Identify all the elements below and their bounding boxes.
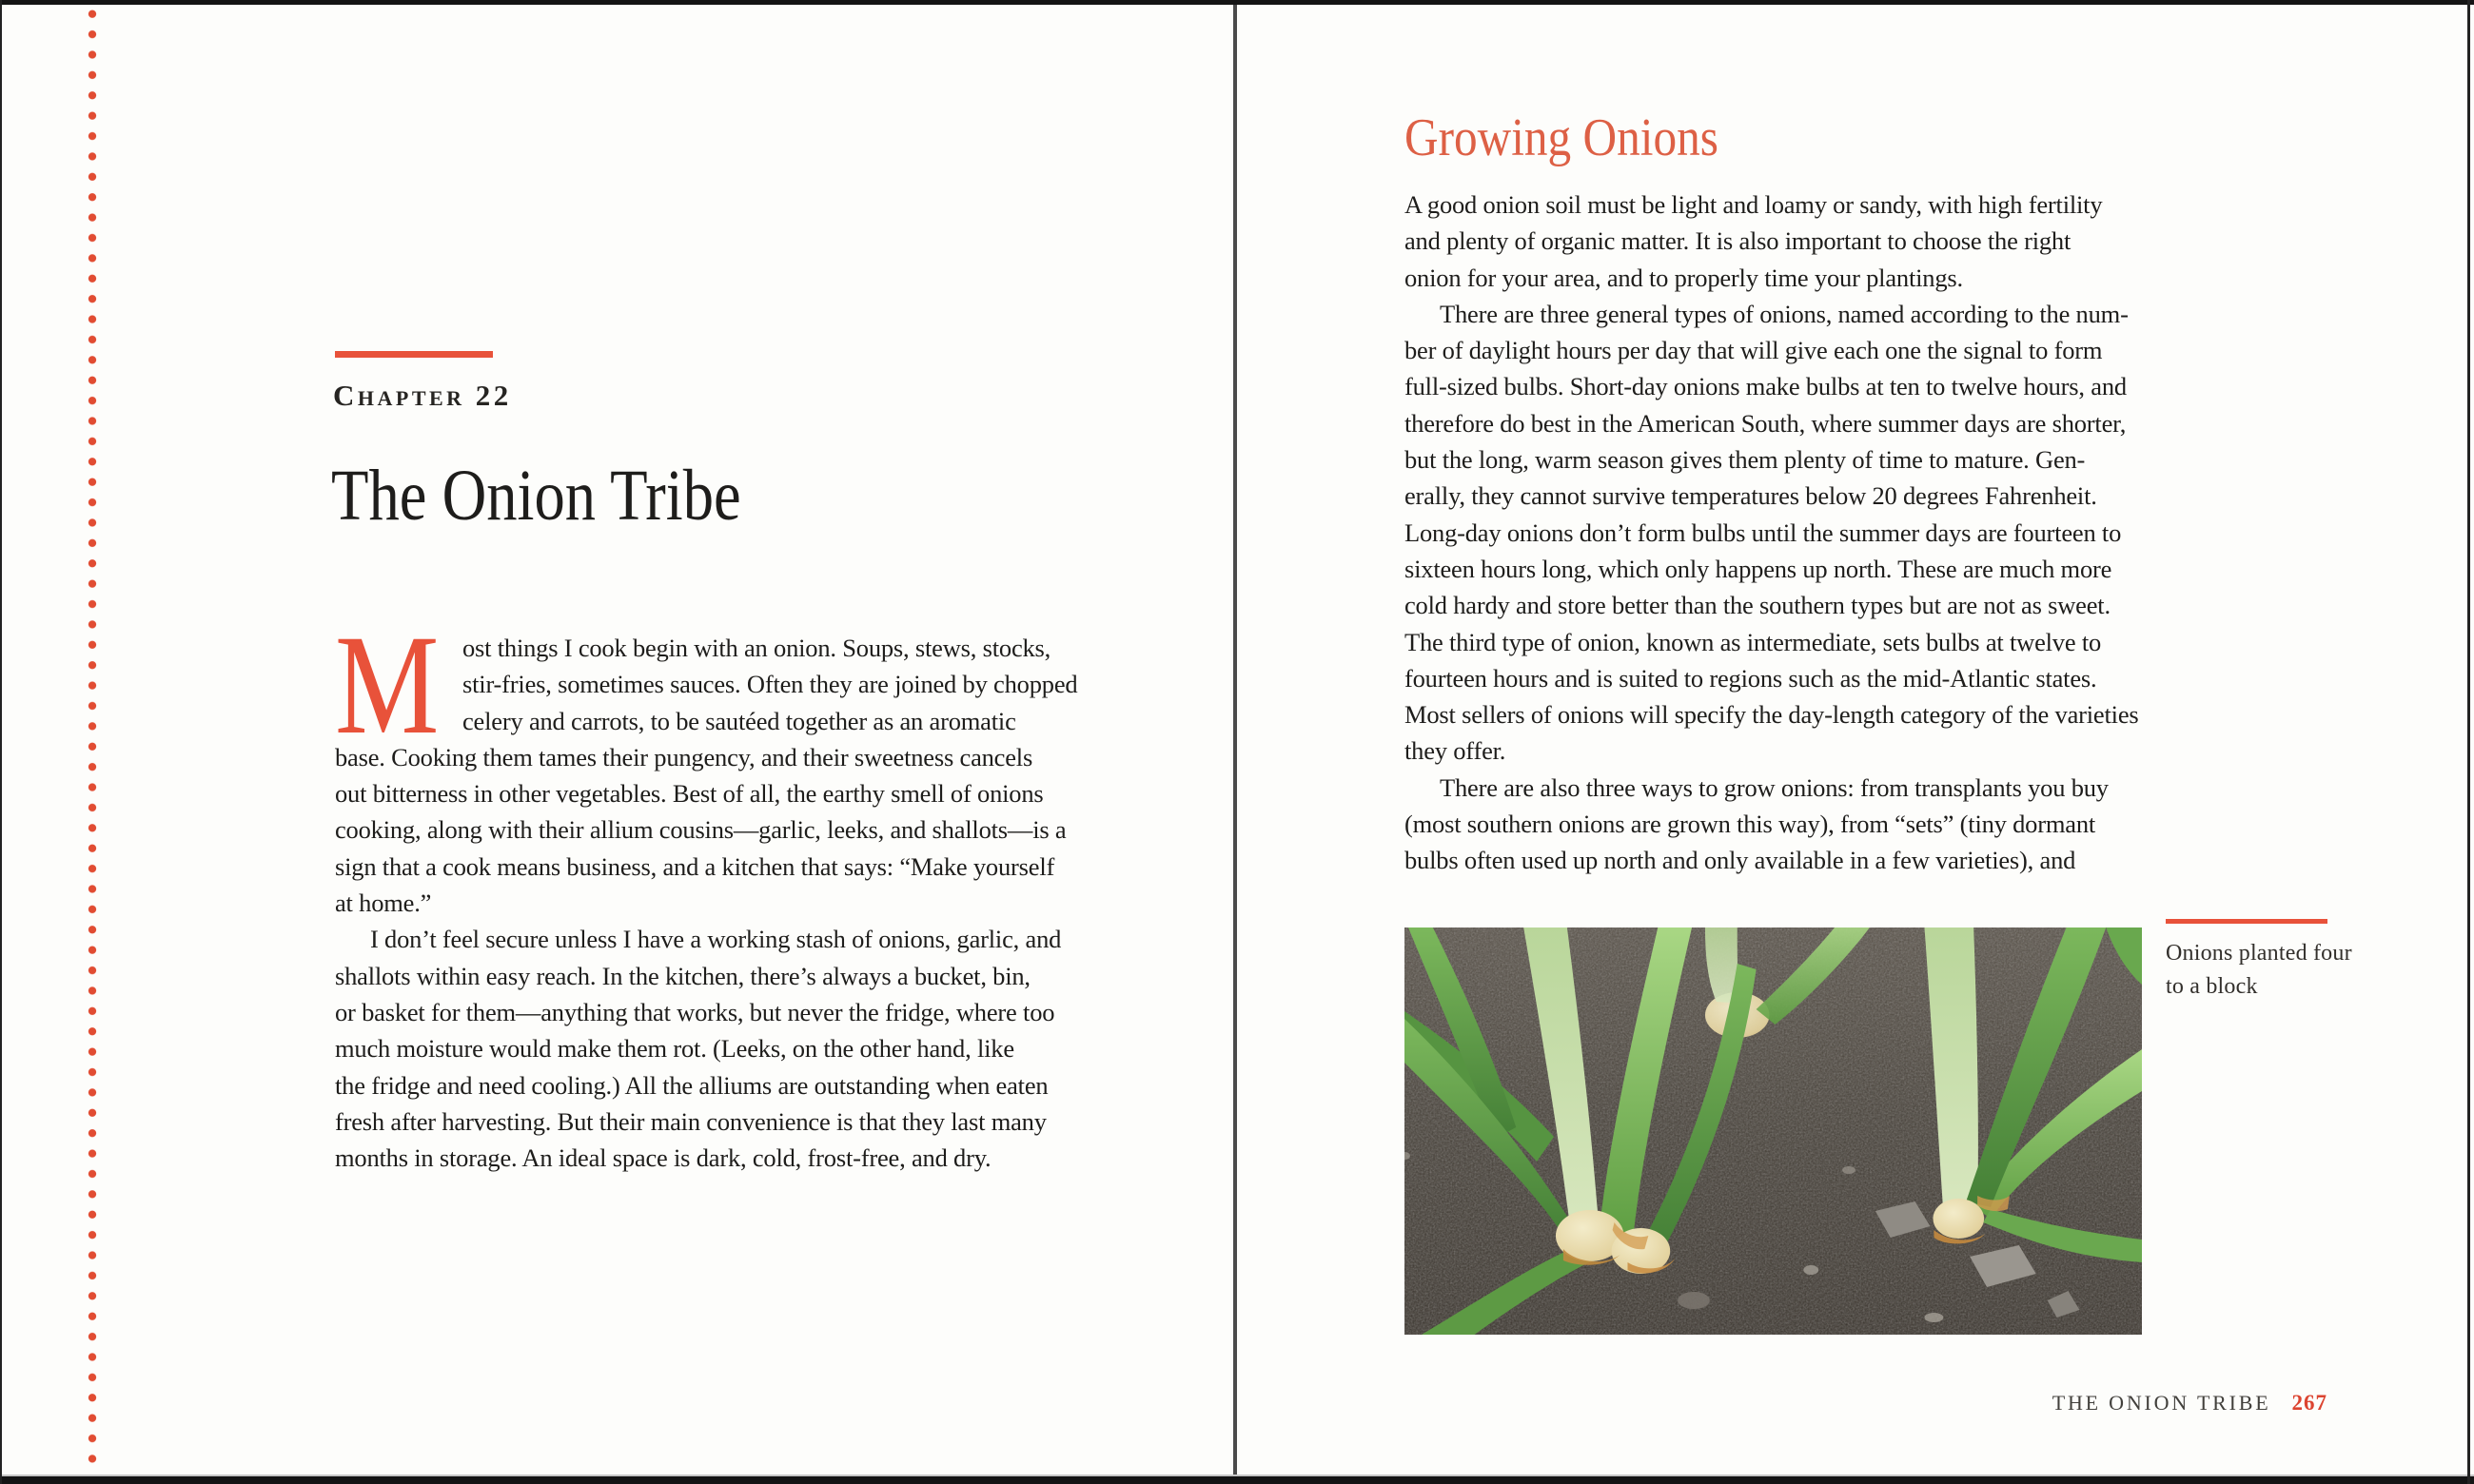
text-line: ost things I cook begin with an onion. Soups, stews, stocks,: [462, 634, 1051, 662]
text-line: sign that a cook means business, and a kitchen that says: “Make yourself: [335, 851, 1055, 881]
text-line: A good onion soil must be light and loamy or sandy, with high fertility: [1404, 190, 2103, 219]
text-line: but the long, warm season gives them plenty of time to mature. Gen-: [1404, 445, 2086, 475]
text-line: base. Cooking them tames their pungency, and their sweetness cancels: [335, 742, 1033, 771]
text-line: they offer.: [1404, 736, 1506, 766]
text-line: shallots within easy reach. In the kitchen, there’s always a bucket, bin,: [335, 961, 1031, 990]
onion-photo: [1404, 928, 2142, 1335]
text-line: therefore do best in the American South, where summer days are shorter,: [1404, 408, 2127, 438]
section-heading: Growing Onions: [1404, 108, 1718, 167]
text-line: (most southern onions are grown this way), from “sets” (tiny dormant: [1404, 810, 2096, 839]
paragraph-lines: [335, 606, 1102, 921]
text-line: fourteen hours and is suited to regions such as the mid-Atlantic states.: [1404, 663, 2097, 693]
photo-caption: [2166, 919, 2352, 1004]
text-line: Long-day onions don’t form bulbs until the summer days are fourteen to: [1404, 517, 2122, 547]
text-line: full-sized bulbs. Short-day onions make bulbs at ten to twelve hours, and: [1404, 372, 2127, 401]
text-line: celery and carrots, to be sautéed together as an aromatic: [462, 706, 1016, 735]
dotted-margin-rule: [88, 0, 97, 1484]
text-line: erally, they cannot survive temperatures below 20 degrees Fahrenheit.: [1404, 481, 2097, 511]
text-line: Onions planted four: [2166, 941, 2352, 966]
text-line: I don’t feel secure unless I have a working stash of onions, garlic, and: [370, 925, 1062, 954]
left-page: [0, 0, 1233, 1484]
chapter-kicker: Chapter 22: [333, 379, 512, 412]
running-title: THE ONION TRIBE: [2052, 1391, 2271, 1415]
text-line: much moisture would make them rot. (Leeks, on the other hand, like: [335, 1034, 1014, 1064]
spread-bottom-border: [0, 1474, 2474, 1484]
text-line: onion for your area, and to properly time your plantings.: [1404, 263, 1963, 292]
text-line: and plenty of organic matter. It is also important to choose the right: [1404, 226, 2071, 256]
paragraph: [335, 921, 1102, 1176]
text-line: fresh after harvesting. But their main convenience is that they last many: [335, 1106, 1047, 1136]
text-line: the fridge and need cooling.) All the alliums are outstanding when eaten: [335, 1070, 1049, 1100]
text-line: at home.”: [335, 888, 432, 918]
running-footer: [2052, 1391, 2327, 1416]
text-line: There are three general types of onions, named according to the num-: [1440, 299, 2129, 328]
text-line: The third type of onion, known as intermediate, sets bulbs at twelve to: [1404, 627, 2102, 656]
text-line: cold hardy and store better than the southern types but are not as sweet.: [1404, 591, 2111, 620]
drop-cap: M: [335, 606, 440, 764]
page-number: 267: [2291, 1391, 2327, 1415]
paragraph: [335, 606, 1102, 921]
text-line: months in storage. An ideal space is dark, cold, frost-free, and dry.: [335, 1143, 992, 1173]
spread-left-border: [0, 0, 2, 1484]
caption-text: [2166, 937, 2352, 1004]
paragraph: [1404, 186, 2149, 296]
text-line: bulbs often used up north and only available in a few varieties), and: [1404, 846, 2076, 875]
text-line: stir-fries, sometimes sauces. Often they are joined by chopped: [462, 670, 1078, 699]
right-page: [1237, 0, 2470, 1484]
caption-accent-rule: [2166, 919, 2327, 924]
chapter-title: The Onion Tribe: [331, 456, 741, 536]
text-line: to a block: [2166, 974, 2258, 999]
spread-top-border: [0, 0, 2474, 5]
text-line: cooking, along with their allium cousins—garlic, leeks, and shallots—is a: [335, 815, 1067, 845]
onion-photo-illustration: [1404, 928, 2142, 1335]
text-line: Most sellers of onions will specify the day-length category of the varieties: [1404, 700, 2139, 730]
spread-right-border: [2467, 0, 2470, 1484]
text-line: There are also three ways to grow onions: from transplants you buy: [1440, 772, 2109, 802]
text-line: sixteen hours long, which only happens up north. These are much more: [1404, 554, 2112, 583]
left-body-text: [335, 606, 1102, 1176]
chapter-accent-rule: [335, 351, 493, 358]
paragraph: [1404, 770, 2149, 879]
text-line: ber of daylight hours per day that will give each one the signal to form: [1404, 336, 2103, 365]
text-line: or basket for them—anything that works, but never the fridge, where too: [335, 997, 1055, 1026]
text-line: out bitterness in other vegetables. Best of all, the earthy smell of onions: [335, 779, 1044, 809]
page-gutter-divider: [1233, 0, 1237, 1484]
paragraph: [1404, 296, 2149, 770]
right-body-text: [1404, 186, 2149, 879]
